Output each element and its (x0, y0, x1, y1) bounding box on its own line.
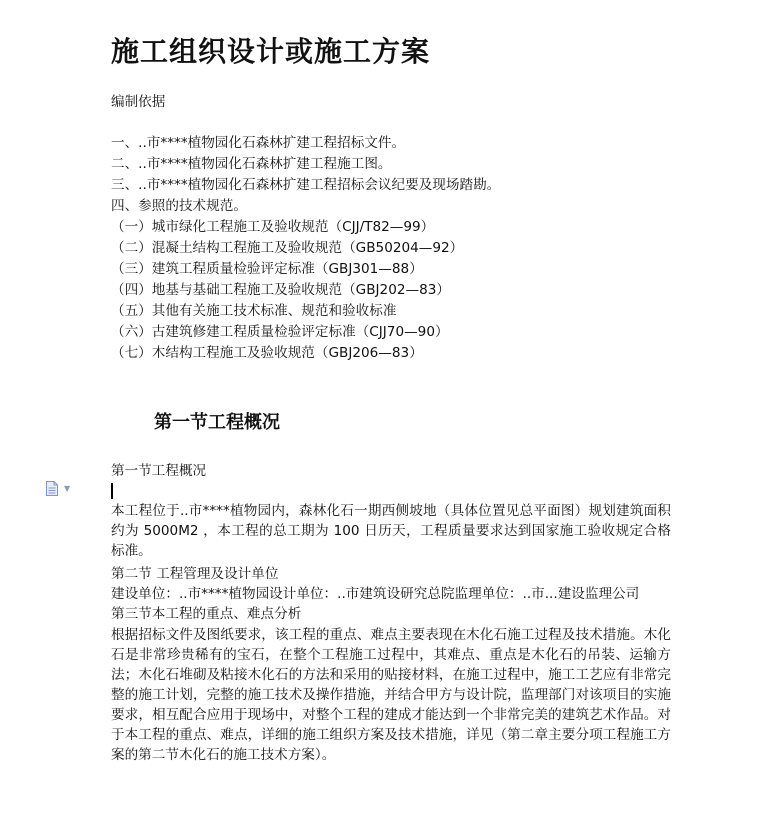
basis-item: （二）混凝土结构工程施工及验收规范（GB50204—92） (111, 240, 464, 256)
section-heading: 第一节工程概况 (154, 412, 280, 433)
section3-paragraph: 根据招标文件及图纸要求，该工程的重点、难点主要表现在木化石施工过程及技术措施。木化石是非常珍贵稀有的宝石，在整个工程施工过程中，其难点、重点是木化石的吊装、运输方法；木化石堆砌及粘接木化石的方法和采用的贴接材料，在施工过程中，施工工艺应有非常完整的施工计划，完整的施工技术及操作措施，并结合甲方与设计院，监理部门对该项目的实施要求，相互配合应用于现场中，对整个工程的建成才能达到一个非常完美的建筑艺术作品。对于本工程的重点、难点，详细的施工组织方案及技术措施，详见（第二章主要分项工程施工方案的第二节木化石的施工技术方案）。 (111, 627, 671, 763)
basis-item: （一）城市绿化工程施工及验收规范（CJJ/T82—99） (111, 219, 435, 235)
document-title: 施工组织设计或施工方案 (111, 35, 431, 68)
basis-item: （三）建筑工程质量检验评定标准（GBJ301—88） (111, 261, 423, 277)
section3-heading: 第三节本工程的重点、难点分析 (111, 606, 302, 622)
basis-heading: 编制依据 (111, 94, 166, 110)
basis-item: 二、..市****植物园化石森林扩建工程施工图。 (111, 156, 392, 172)
overview-paragraph: 本工程位于..市****植物园内，森林化石一期西侧坡地（具体位置见总平面图）规划建筑面积约为 5000M2 ，本工程的总工期为 100 日历天，工程质量要求达到国家施工验收规定合格标准。 (111, 503, 671, 559)
basis-item: （四）地基与基础工程施工及验收规范（GBJ202—83） (111, 282, 450, 298)
section2-heading: 第二节 工程管理及设计单位 (111, 566, 279, 582)
basis-item: （六）古建筑修建工程质量检验评定标准（CJJ70—90） (111, 324, 449, 340)
basis-item: （五）其他有关施工技术标准、规范和验收标准 (111, 303, 397, 319)
basis-item: 一、..市****植物园化石森林扩建工程招标文件。 (111, 135, 406, 151)
basis-list (111, 133, 500, 364)
text-cursor (111, 483, 113, 499)
document-icon[interactable] (46, 481, 58, 496)
section2-text: 建设单位：..市****植物园设计单位：..市建筑设研究总院监理单位：..市...建设监理公司 (111, 586, 640, 602)
overview-label: 第一节工程概况 (111, 463, 207, 479)
chevron-down-icon[interactable]: ▼ (64, 484, 71, 493)
basis-item: 三、..市****植物园化石森林扩建工程招标会议纪要及现场踏勘。 (111, 177, 501, 193)
basis-item: （七）木结构工程施工及验收规范（GBJ206—83） (111, 345, 423, 361)
basis-item: 四、参照的技术规范。 (111, 198, 247, 214)
